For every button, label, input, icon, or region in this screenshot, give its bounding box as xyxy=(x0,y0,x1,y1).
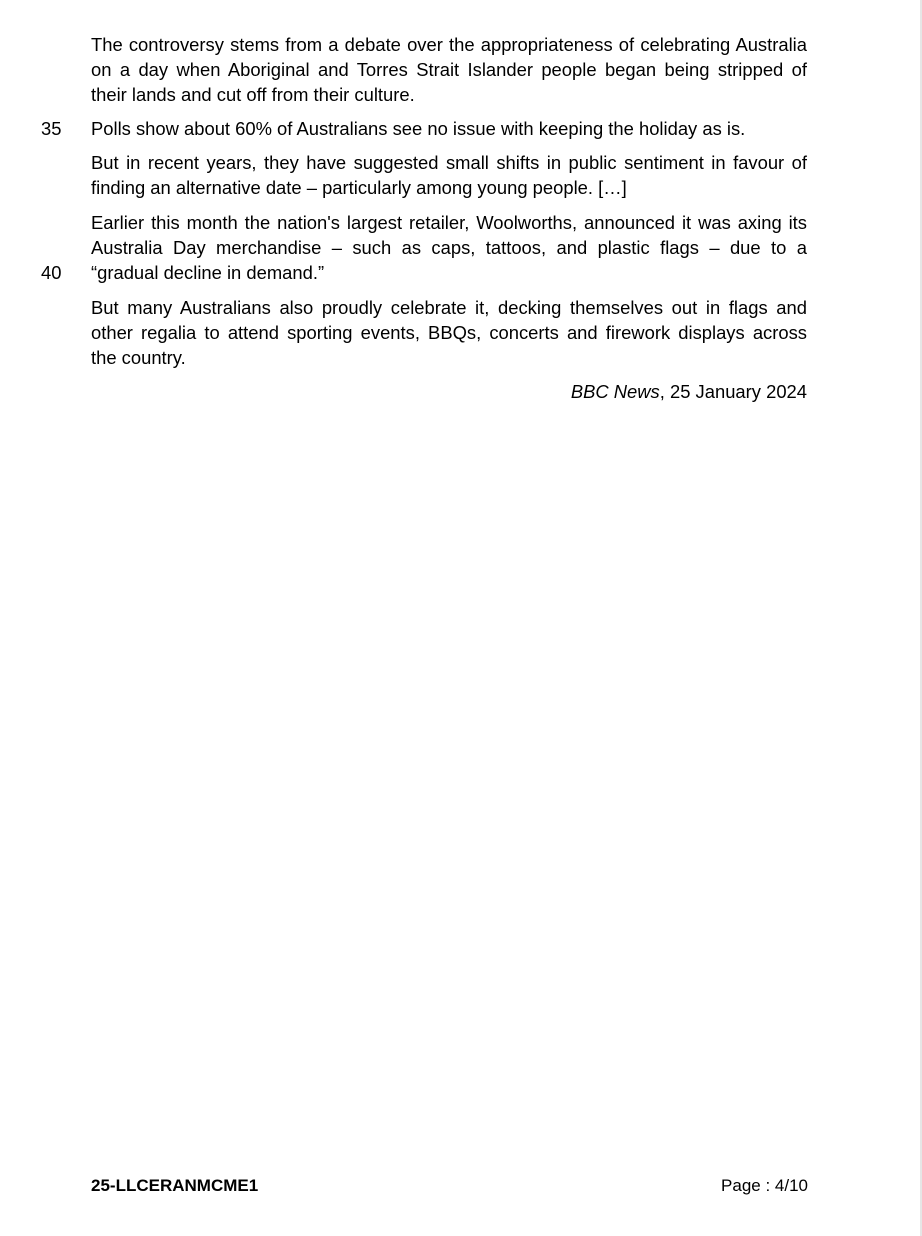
paragraph-line: on a day when Aboriginal and Torres Strait Islander people began being stripped of xyxy=(91,58,807,80)
paragraph-4 xyxy=(91,211,807,285)
exam-code: 25-LLCERANMCME1 xyxy=(91,1176,259,1195)
paragraph-line: But many Australians also proudly celebrate it, decking themselves out in flags and xyxy=(91,297,807,318)
page-number: Page : 4/10 xyxy=(721,1176,808,1195)
source-citation xyxy=(571,380,807,405)
paragraph-line: the country. xyxy=(91,346,186,368)
line-number-40: 40 xyxy=(41,262,62,283)
paragraph-5 xyxy=(91,296,807,370)
paragraph-2 xyxy=(91,117,807,142)
source-date: , 25 January 2024 xyxy=(659,381,807,402)
paragraph-line: But in recent years, they have suggested small shifts in public sentiment in favour of xyxy=(91,152,807,173)
paragraph-line: “gradual decline in demand.” xyxy=(91,261,325,283)
paragraph-line: Earlier this month the nation's largest retailer, Woolworths, announced it was axing its xyxy=(91,212,807,233)
paragraph-line: Polls show about 60% of Australians see no issue with keeping the holiday as is. xyxy=(91,118,746,139)
paragraph-1 xyxy=(91,33,807,107)
paragraph-line: finding an alternative date – particularly among young people. […] xyxy=(91,176,627,198)
source-publication: BBC News xyxy=(570,381,660,402)
paragraph-line: other regalia to attend sporting events, BBQs, concerts and firework displays across xyxy=(91,321,807,343)
paragraph-line: The controversy stems from a debate over the appropriateness of celebrating Australia xyxy=(91,34,807,55)
paragraph-3 xyxy=(91,151,807,201)
paragraph-line: their lands and cut off from their culture. xyxy=(91,83,415,105)
paragraph-line: Australia Day merchandise – such as caps, tattoos, and plastic flags – due to a xyxy=(91,236,807,258)
line-number-35: 35 xyxy=(41,118,62,139)
